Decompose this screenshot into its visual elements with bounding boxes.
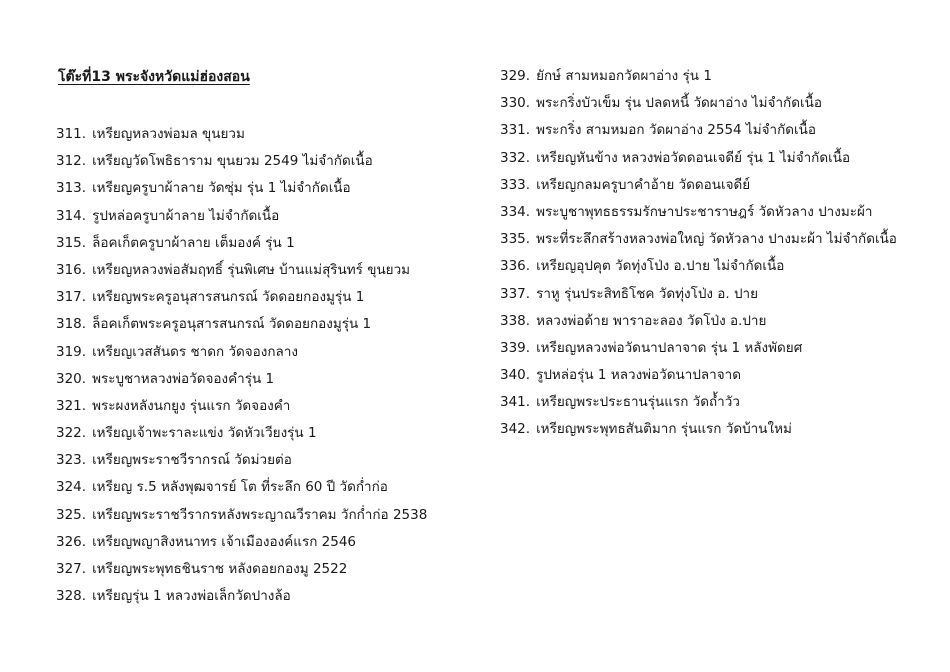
- item-number: 336.: [500, 258, 531, 275]
- item-number: 319.: [56, 343, 87, 360]
- item-number: 317.: [56, 289, 87, 306]
- item-text: ล็อคเก็ตพระครูอนุสารสนกรณ์ วัดดอยกองมูรุ่น 1: [92, 316, 372, 333]
- item-text: เหรียญเวสสันดร ชาดก วัดจองกลาง: [92, 343, 299, 360]
- item-text: พระผงหลังนกยูง รุ่นแรก วัดจองคำ: [92, 397, 291, 414]
- item-number: 325.: [56, 506, 87, 523]
- list-item: [500, 255, 897, 282]
- list-item: [500, 201, 897, 228]
- list-item: [56, 476, 427, 503]
- list-item: [56, 395, 427, 422]
- item-text: เหรียญพระราชวีรากรหลังพระญาณวีราคม วักก่ำก่อ 2538: [92, 506, 428, 523]
- item-number: 341.: [500, 394, 531, 411]
- list-item: [500, 92, 897, 119]
- item-list-right: [500, 65, 897, 446]
- list-item: [56, 558, 427, 585]
- item-text: เหรียญพญาสิงหนาทร เจ้าเมืององค์แรก 2546: [92, 533, 357, 550]
- item-text: พระบูชาหลวงพ่อวัดจองคำรุ่น 1: [92, 370, 275, 387]
- item-text: เหรียญรุ่น 1 หลวงพ่อเล็กวัดปางล้อ: [92, 588, 291, 605]
- list-item: [56, 259, 427, 286]
- item-text: ล็อคเก็ตครูบาผ้าลาย เต็มองค์ รุ่น 1: [92, 234, 295, 251]
- item-number: 339.: [500, 339, 531, 356]
- item-text: เหรียญพระประธานรุ่นแรก วัดถ้ำวัว: [536, 394, 740, 411]
- list-item: [500, 418, 897, 445]
- item-number: 321.: [56, 397, 87, 414]
- item-text: รูปหล่อรุ่น 1 หลวงพ่อวัดนาปลาจาด: [536, 367, 742, 384]
- list-item: [56, 286, 427, 313]
- item-text: เหรียญพระพุทธชินราช หลังดอยกองมู 2522: [92, 561, 348, 577]
- page-title: โต๊ะที่13 พระจังหวัดแม่ฮ่องสอน: [58, 69, 250, 85]
- list-item: [500, 174, 897, 201]
- item-number: 322.: [56, 425, 87, 442]
- list-item: [56, 585, 427, 612]
- item-list-left: [56, 123, 427, 612]
- item-text: เหรียญครูบาผ้าลาย วัดซุ่ม รุ่น 1 ไม่จำกัดเนื้อ: [92, 180, 351, 197]
- item-number: 320.: [56, 370, 87, 387]
- item-text: เหรียญเจ้าพะราละแข่ง วัดหัวเวียงรุ่น 1: [92, 425, 317, 442]
- item-text: พระกริ่ง สามหมอก วัดผาอ่าง 2554 ไม่จำกัดเนื้อ: [536, 122, 816, 139]
- item-text: เหรียญ ร.5 หลังพุฒจารย์ โต ที่ระลึก 60 ปี วัดก่ำก่อ: [92, 479, 388, 496]
- item-number: 313.: [56, 180, 87, 197]
- list-item: [56, 205, 427, 232]
- item-number: 314.: [56, 207, 87, 224]
- item-number: 318.: [56, 316, 87, 333]
- item-text: ยักษ์ สามหมอกวัดผาอ่าง รุ่น 1: [536, 68, 712, 84]
- item-text: ราหู รุ่นประสิทธิโชค วัดทุ่งโป่ง อ. ปาย: [536, 285, 759, 302]
- item-text: เหรียญหลวงพ่อสัมฤทธิ์ รุ่นพิเศษ บ้านแม่สุรินทร์ ขุนยวม: [92, 261, 411, 278]
- item-number: 337.: [500, 285, 531, 302]
- item-number: 334.: [500, 203, 531, 220]
- item-text: เหรียญพระราชวีรากรณ์ วัดม่วยต่อ: [92, 452, 292, 469]
- item-number: 312.: [56, 153, 87, 170]
- item-number: 338.: [500, 312, 531, 329]
- list-item: [56, 449, 427, 476]
- list-item: [56, 504, 427, 531]
- item-number: 340.: [500, 367, 531, 384]
- item-text: เหรียญอุปคุต วัดทุ่งโป่ง อ.ปาย ไม่จำกัดเนื้อ: [536, 258, 785, 275]
- item-number: 311.: [56, 126, 87, 142]
- item-number: 335.: [500, 231, 531, 248]
- list-item: [56, 531, 427, 558]
- list-item: [56, 150, 427, 177]
- item-text: พระบูชาพุทธธรรมรักษาประชาราษฎร์ วัดหัวลาง ปางมะผ้า: [536, 203, 873, 220]
- item-text: หลวงพ่อด้าย พาราอะลอง วัดโป่ง อ.ปาย: [536, 312, 767, 329]
- item-number: 328.: [56, 588, 87, 605]
- item-text: พระที่ระลึกสร้างหลวงพ่อใหญ่ วัดหัวลาง ปางมะผ้า ไม่จำกัดเนื้อ: [536, 231, 897, 248]
- item-number: 327.: [56, 561, 87, 577]
- list-item: [56, 313, 427, 340]
- list-item: [56, 341, 427, 368]
- list-item: [500, 119, 897, 146]
- item-text: เหรียญวัดโพธิธาราม ขุนยวม 2549 ไม่จำกัดเนื้อ: [92, 153, 373, 170]
- item-number: 332.: [500, 149, 531, 166]
- item-text: เหรียญพระครูอนุสารสนกรณ์ วัดดอยกองมูรุ่น 1: [92, 289, 365, 306]
- list-item: [56, 232, 427, 259]
- item-text: เหรียญหลวงพ่อวัดนาปลาจาด รุ่น 1 หลังพัดยศ: [536, 339, 803, 356]
- item-number: 331.: [500, 122, 531, 139]
- list-item: [56, 368, 427, 395]
- item-text: เหรียญหันข้าง หลวงพ่อวัดดอนเจดีย์ รุ่น 1 ไม่จำกัดเนื้อ: [536, 149, 851, 166]
- item-number: 330.: [500, 95, 531, 112]
- list-item: [500, 337, 897, 364]
- item-text: เหรียญกลมครูบาคำอ้าย วัดดอนเจดีย์: [536, 176, 751, 193]
- item-number: 315.: [56, 234, 87, 251]
- list-item: [500, 147, 897, 174]
- list-item: [56, 123, 427, 150]
- list-item: [500, 65, 897, 92]
- list-item: [500, 391, 897, 418]
- list-item: [500, 310, 897, 337]
- item-text: เหรียญพระพุทธสันติมาก รุ่นแรก วัดบ้านใหม่: [536, 421, 792, 438]
- item-number: 329.: [500, 68, 531, 84]
- item-number: 316.: [56, 261, 87, 278]
- item-text: รูปหล่อครูบาผ้าลาย ไม่จำกัดเนื้อ: [92, 207, 280, 224]
- list-item: [500, 283, 897, 310]
- item-number: 333.: [500, 176, 531, 193]
- item-number: 323.: [56, 452, 87, 469]
- list-item: [56, 177, 427, 204]
- list-item: [56, 422, 427, 449]
- item-number: 324.: [56, 479, 87, 496]
- list-item: [500, 364, 897, 391]
- item-number: 342.: [500, 421, 531, 438]
- item-number: 326.: [56, 533, 87, 550]
- item-text: เหรียญหลวงพ่อมล ขุนยวม: [92, 126, 245, 142]
- list-item: [500, 228, 897, 255]
- item-text: พระกริ่งบัวเข็ม รุ่น ปลดหนี้ วัดผาอ่าง ไม่จำกัดเนื้อ: [536, 95, 822, 112]
